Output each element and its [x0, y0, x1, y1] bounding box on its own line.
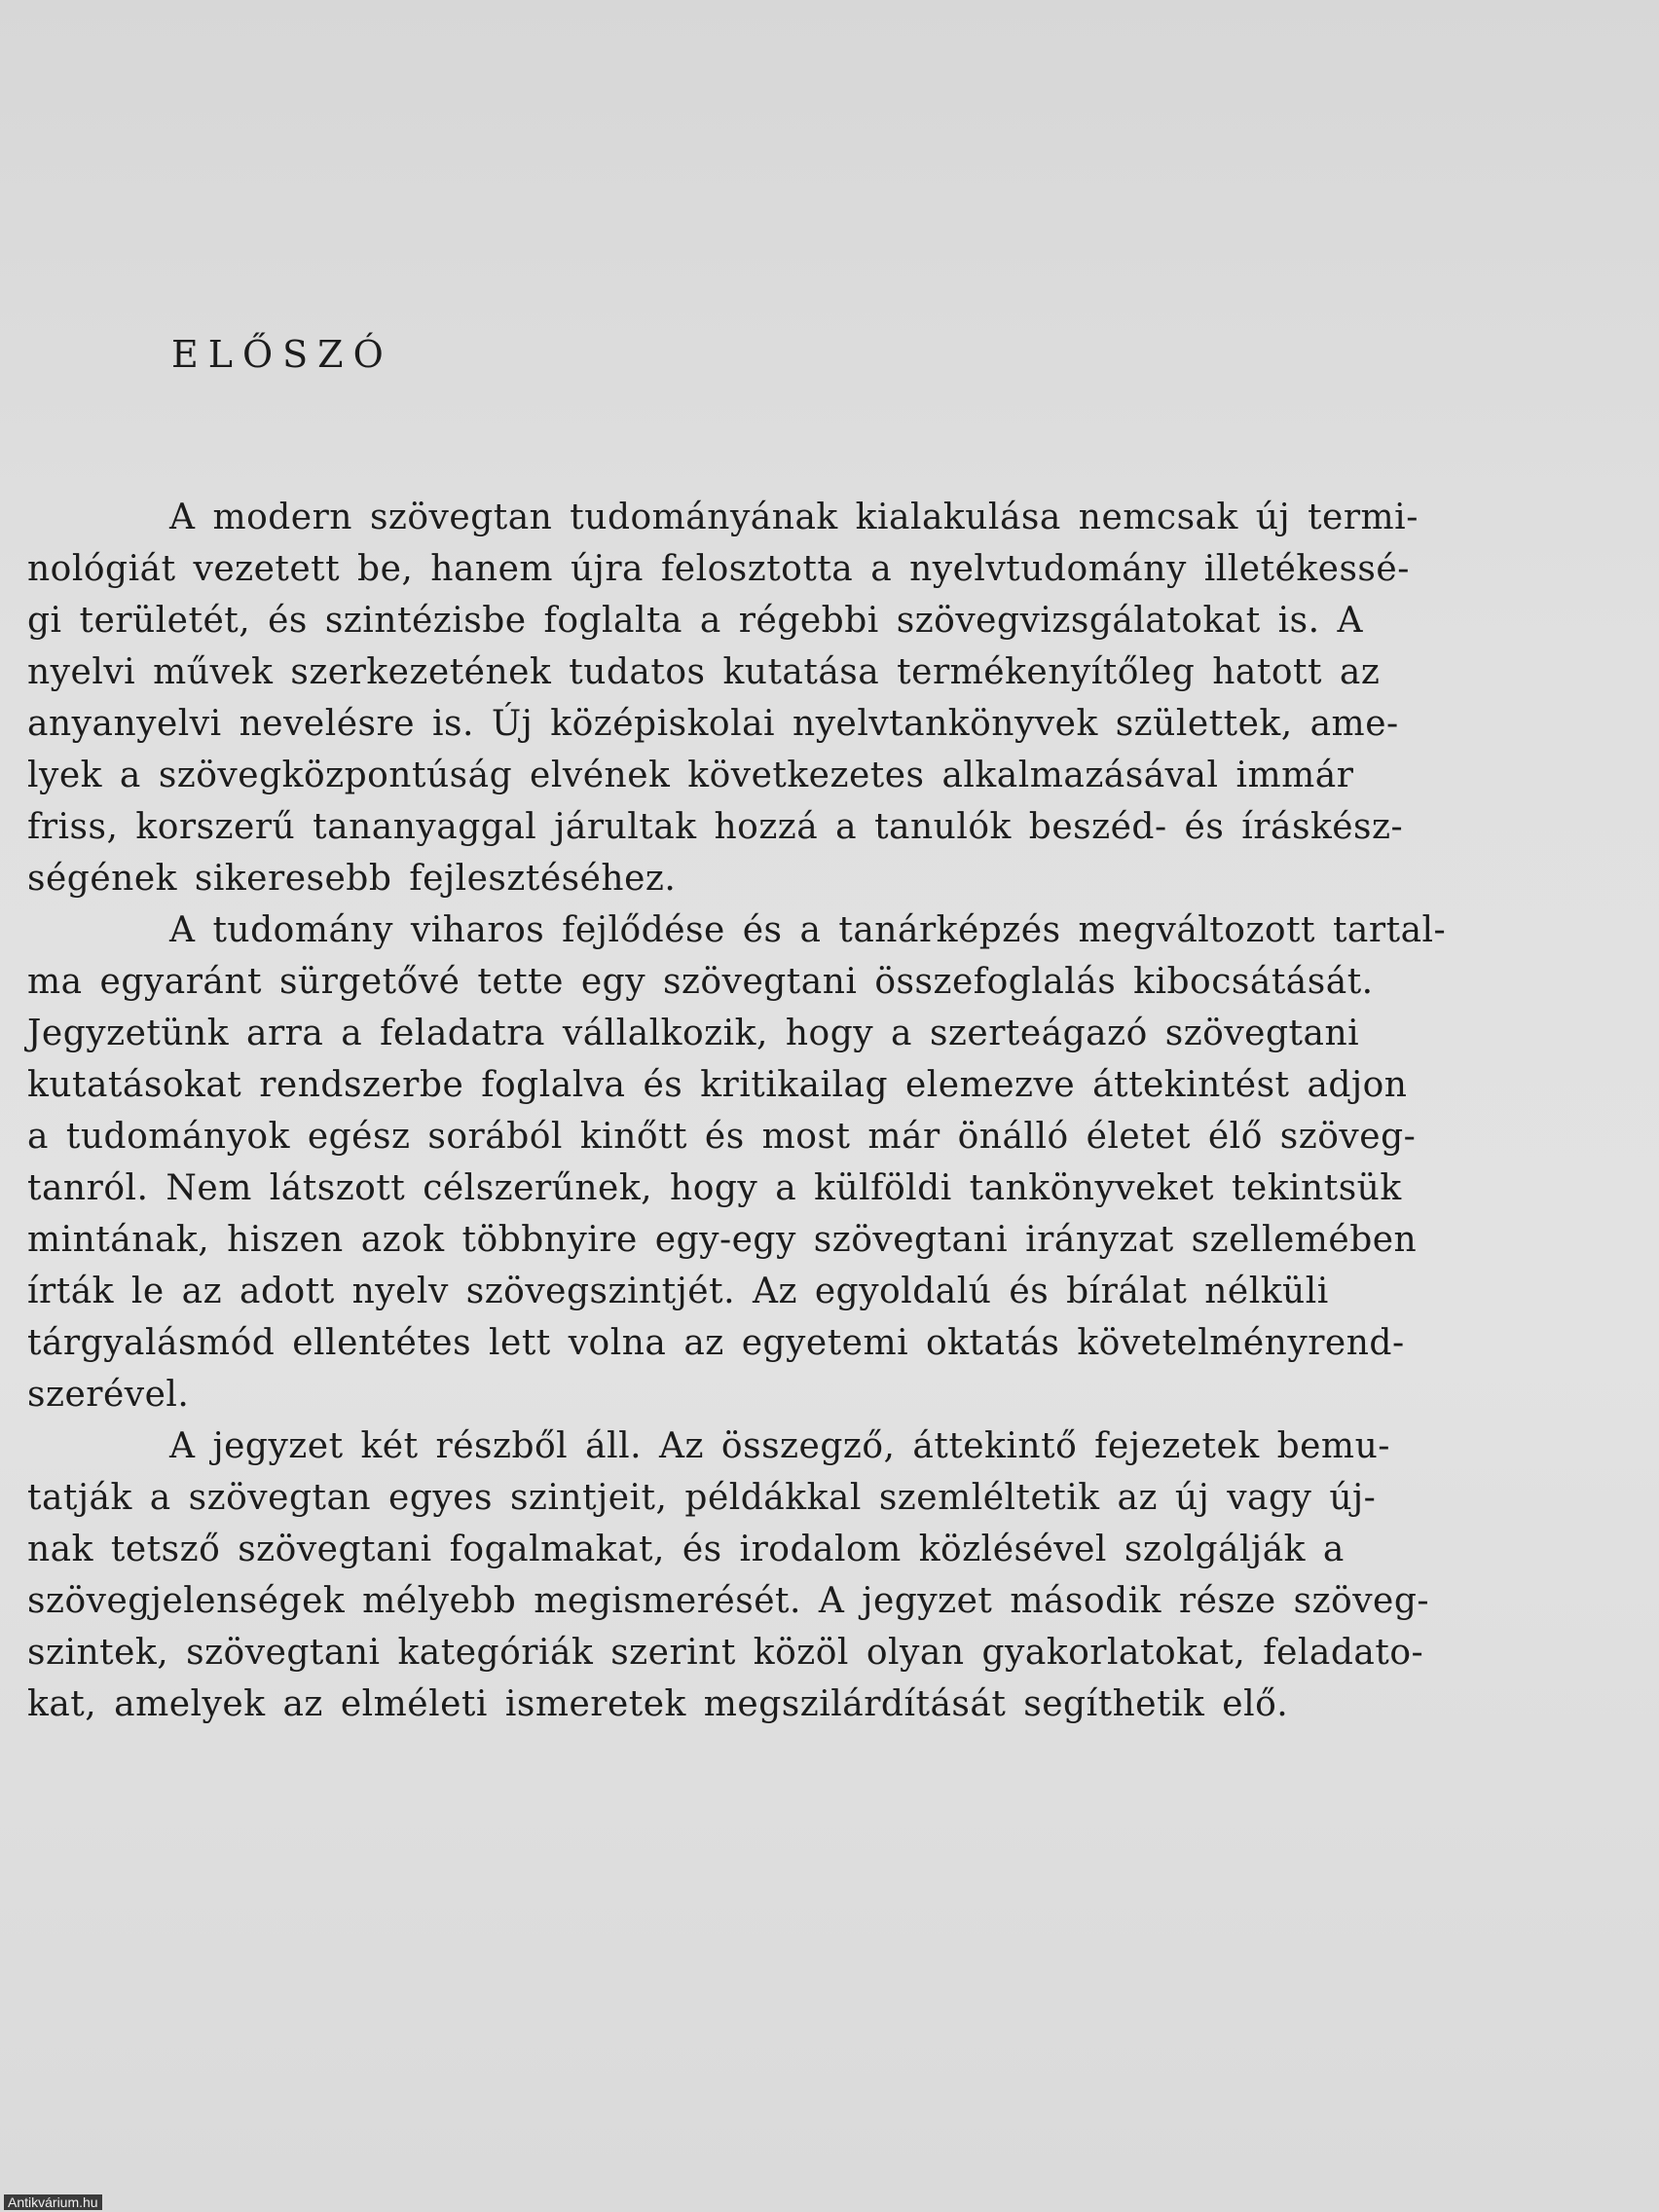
text-line: írták le az adott nyelv szövegszintjét. Az egyoldalú és bírálat nélküli — [27, 1272, 1329, 1311]
text-line: szövegjelenségek mélyebb megismerését. A jegyzet második része szöveg- — [27, 1581, 1430, 1621]
text-line: gi területét, és szintézisbe foglalta a régebbi szövegvizsgálatokat is. A — [27, 601, 1363, 641]
text-line: friss, korszerű tananyaggal járultak hozzá a tanulók beszéd- és íráskész- — [27, 807, 1404, 847]
text-line: kat, amelyek az elméleti ismeretek megszilárdítását segíthetik elő. — [27, 1684, 1289, 1724]
text-line: nak tetsző szövegtani fogalmakat, és irodalom közlésével szolgálják a — [27, 1530, 1345, 1569]
text-line: ma egyaránt sürgetővé tette egy szövegtani összefoglalás kibocsátását. — [27, 962, 1374, 1002]
text-line: nyelvi művek szerkezetének tudatos kutatása termékenyítőleg hatott az — [27, 652, 1381, 692]
text-line: anyanyelvi nevelésre is. Új középiskolai nyelvtankönyvek születtek, ame- — [27, 704, 1399, 744]
text-line: mintának, hiszen azok többnyire egy-egy szövegtani irányzat szellemében — [27, 1220, 1418, 1260]
text-line: szintek, szövegtani kategóriák szerint közöl olyan gyakorlatokat, feladato- — [27, 1633, 1424, 1673]
foreword-text — [27, 492, 1643, 1730]
text-line: lyek a szövegközpontúság elvének következetes alkalmazásával immár — [27, 756, 1354, 795]
text-line: A tudomány viharos fejlődése és a tanárképzés megváltozott tartal- — [169, 910, 1447, 950]
text-line: a tudományok egész sorából kinőtt és most már önálló életet élő szöveg- — [27, 1117, 1417, 1157]
text-line: ségének sikeresebb fejlesztéséhez. — [27, 859, 677, 899]
text-line: tárgyalásmód ellentétes lett volna az egyetemi oktatás követelményrend- — [27, 1323, 1405, 1363]
text-line: kutatásokat rendszerbe foglalva és kritikailag elemezve áttekintést adjon — [27, 1065, 1408, 1105]
text-line: A jegyzet két részből áll. Az összegző, áttekintő fejezetek bemu- — [169, 1426, 1390, 1466]
page-title: ELŐSZÓ — [171, 333, 393, 376]
text-line: szerével. — [27, 1375, 190, 1415]
watermark-label: Antikvárium.hu — [4, 2194, 102, 2210]
text-line: tanról. Nem látszott célszerűnek, hogy a külföldi tankönyveket tekintsük — [27, 1168, 1402, 1208]
text-line: tatják a szövegtan egyes szintjeit, példákkal szemléltetik az új vagy új- — [27, 1478, 1377, 1518]
text-line: A modern szövegtan tudományának kialakulása nemcsak új termi- — [169, 498, 1419, 537]
text-line: Jegyzetünk arra a feladatra vállalkozik, hogy a szerteágazó szövegtani — [27, 1014, 1360, 1053]
text-line: nológiát vezetett be, hanem újra felosztotta a nyelvtudomány illetékessé- — [27, 549, 1410, 589]
